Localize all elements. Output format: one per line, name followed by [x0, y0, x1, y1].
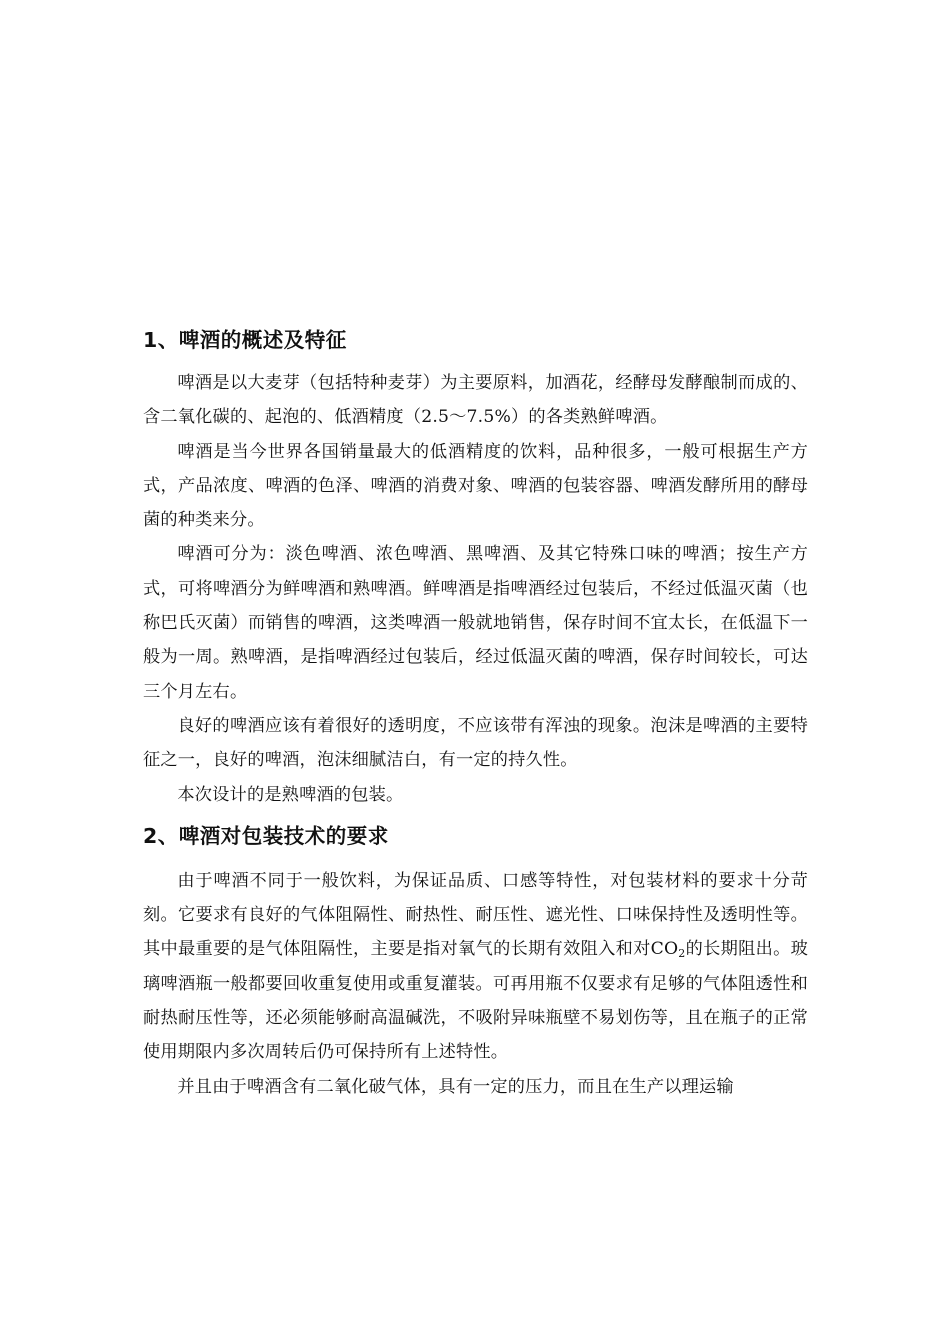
paragraph-types: 啤酒可分为：淡色啤酒、浓色啤酒、黑啤酒、及其它特殊口味的啤酒；按生产方式，可将啤酒分为鲜啤酒和熟啤酒。鲜啤酒是指啤酒经过包装后，不经过低温灭菌（也称巴氏灭菌）而销售的啤酒，这类啤酒一般就地销售，保存时间不宜太长，在低温下一般为一周。熟啤酒，是指啤酒经过包装后，经过低温灭菌的啤酒，保存时间较长，可达三个月左右。 [143, 544, 808, 702]
paragraph-quality: 良好的啤酒应该有着很好的透明度，不应该带有浑浊的现象。泡沫是啤酒的主要特征之一，良好的啤酒，泡沫细腻洁白，有一定的持久性。 [143, 715, 808, 771]
text-run: 的长期阻出。玻璃啤酒瓶一般都要回收重复使用或重复灌装。可再用瓶不仅要求有足够的气体阻透性和耐热耐压性等，还必须能够耐高温碱洗，不吸附异味瓶壁不易划伤等，且在瓶子的正常使用期限内多次周转后仍可保持所有上述特性。 [143, 939, 808, 1063]
document-page [143, 318, 808, 1104]
paragraph-definition: 啤酒是以大麦芽（包括特种麦芽）为主要原料，加酒花，经酵母发酵酿制而成的、含二氧化碳的、起泡的、低酒精度（2.5～7.5%）的各类熟鲜啤酒。 [143, 373, 808, 428]
paragraph-packaging-requirements [143, 864, 808, 1070]
section-heading-packaging: 2、啤酒对包装技术的要求 [143, 823, 389, 848]
co2-subscript: 2 [678, 947, 686, 961]
text-run: 由于啤酒不同于一般饮料，为保证品质、口感等特性，对包装材料的要求十分苛刻。它要求有良好的气体阻隔性、耐热性、耐压性、遮光性、口味保持性及透明性等。其中最重要的是气体阻隔性，主要是指对氧气的长期有效阻入和对 [143, 870, 808, 960]
section-heading-overview: 1、啤酒的概述及特征 [143, 328, 347, 352]
paragraph-pressure: 并且由于啤酒含有二氧化破气体，具有一定的压力，而且在生产以理运输 [177, 1076, 734, 1097]
paragraph-design-note: 本次设计的是熟啤酒的包装。 [177, 784, 404, 805]
co2-formula: CO [650, 939, 679, 960]
paragraph-classification-basis: 啤酒是当今世界各国销量最大的低酒精度的饮料，品种很多，一般可根据生产方式，产品浓度、啤酒的色泽、啤酒的消费对象、啤酒的包装容器、啤酒发酵所用的酵母菌的种类来分。 [143, 441, 808, 531]
